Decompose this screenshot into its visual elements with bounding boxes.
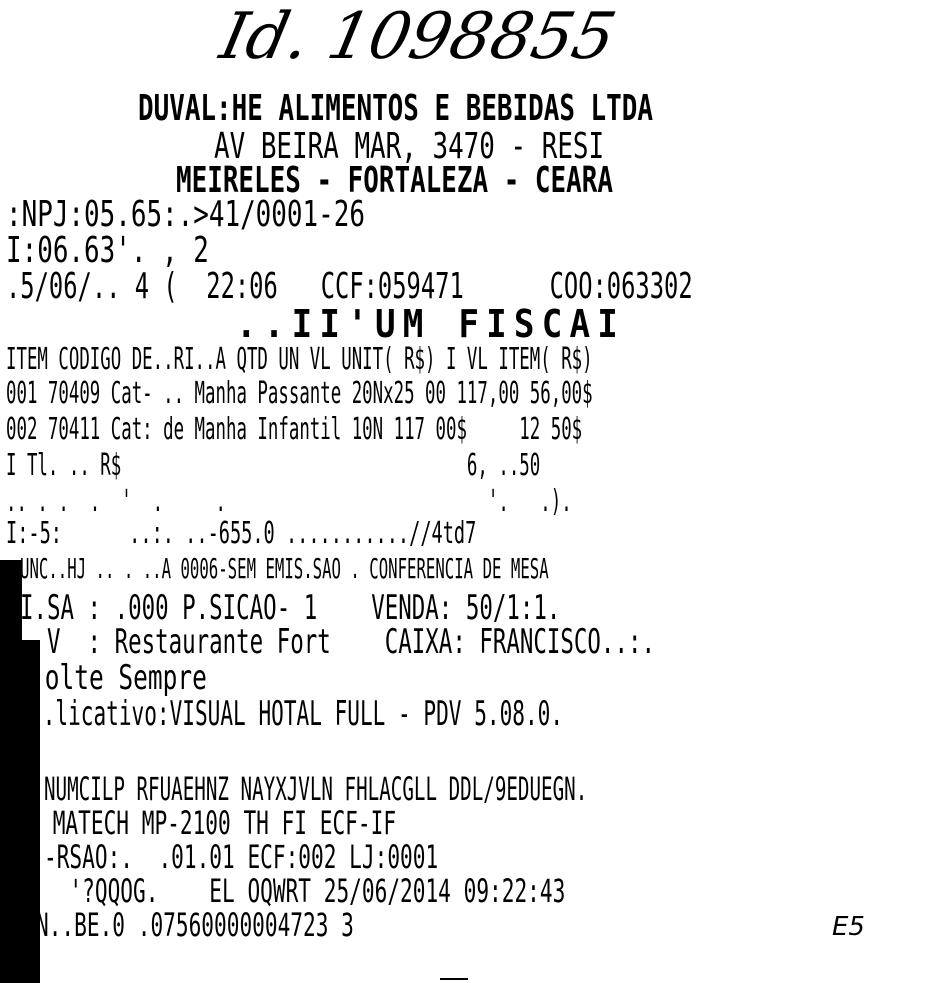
cupom-fiscal-title: ..II'UM FISCAI (236, 302, 626, 346)
bottom-scratch (440, 978, 468, 980)
software-version-line: -RSAO:. .01.01 ECF:002 LJ:0001 (44, 838, 439, 876)
ie-line: I:06.63'. , 2 (6, 230, 209, 271)
observation-line: UNC..HJ .. . ..A 0006-SEM EMIS.SAO . CONFERENCIA DE MESA (20, 552, 549, 585)
payment-line: .. . . . ' . . '. .). (6, 484, 572, 519)
handwritten-id-note: Id. 1098855 (214, 0, 622, 74)
application-line: ..licativo:VISUAL HOTAL FULL - PDV 5.08.0. (30, 694, 564, 734)
volte-sempre-line: 'olte Sempre (30, 658, 207, 698)
md5-line: I:-5: ..:. ..-655.0 ...........//4td7 (6, 516, 477, 551)
mesa-venda-line: I.SA : .000 P.SICAO- 1 VENDA: 50/1:1. (20, 588, 561, 628)
company-name: DUVAL:HE ALIMENTOS E BEBIDAS LTDA (138, 88, 653, 129)
printer-model-line: MATECH MP-2100 TH FI ECF-IF (40, 804, 397, 842)
district-city: MEIRELES - FORTALEZA - CEARA (176, 160, 613, 201)
divider-mark (0, 906, 34, 908)
total-line: I Tl. .. R$ 6, ..50 (6, 448, 541, 483)
fab-number-line: N..BE.0 .07560000004723 3 (36, 906, 354, 944)
item-row-2: 002 70411 Cat: de Manha Infantil 10N 117 00$ 12 50$ (6, 412, 583, 447)
cnpj-line: :NPJ:05.65:.>41/0001-26 (6, 194, 365, 235)
bottom-handwritten-mark: E5 (832, 912, 865, 942)
pv-caixa-line: V : Restaurante Fort CAIXA: FRANCISCO..:. (20, 622, 655, 662)
serial-datetime-line: '?QQOG. EL OQWRT 25/06/2014 09:22:43 (44, 872, 566, 910)
date-ccf-coo-line: .5/06/.. 4 ( 22:06 CCF:059471 COO:063302 (6, 266, 693, 307)
item-row-1: 001 70409 Cat- .. Manha Passante 20Nx25 00 117,00 56,00$ (6, 376, 593, 411)
address: AV BEIRA MAR, 3470 - RESI (214, 126, 605, 167)
hash-line: NUMCILP RFUAEHNZ NAYXJVLN FHLACGLL DDL/9EDUEGN. (44, 770, 588, 808)
divider-mark (0, 820, 30, 822)
items-header: ITEM CODIGO DE..RI..A QTD UN VL UNIT( R$) I VL ITEM( R$) (6, 342, 593, 377)
